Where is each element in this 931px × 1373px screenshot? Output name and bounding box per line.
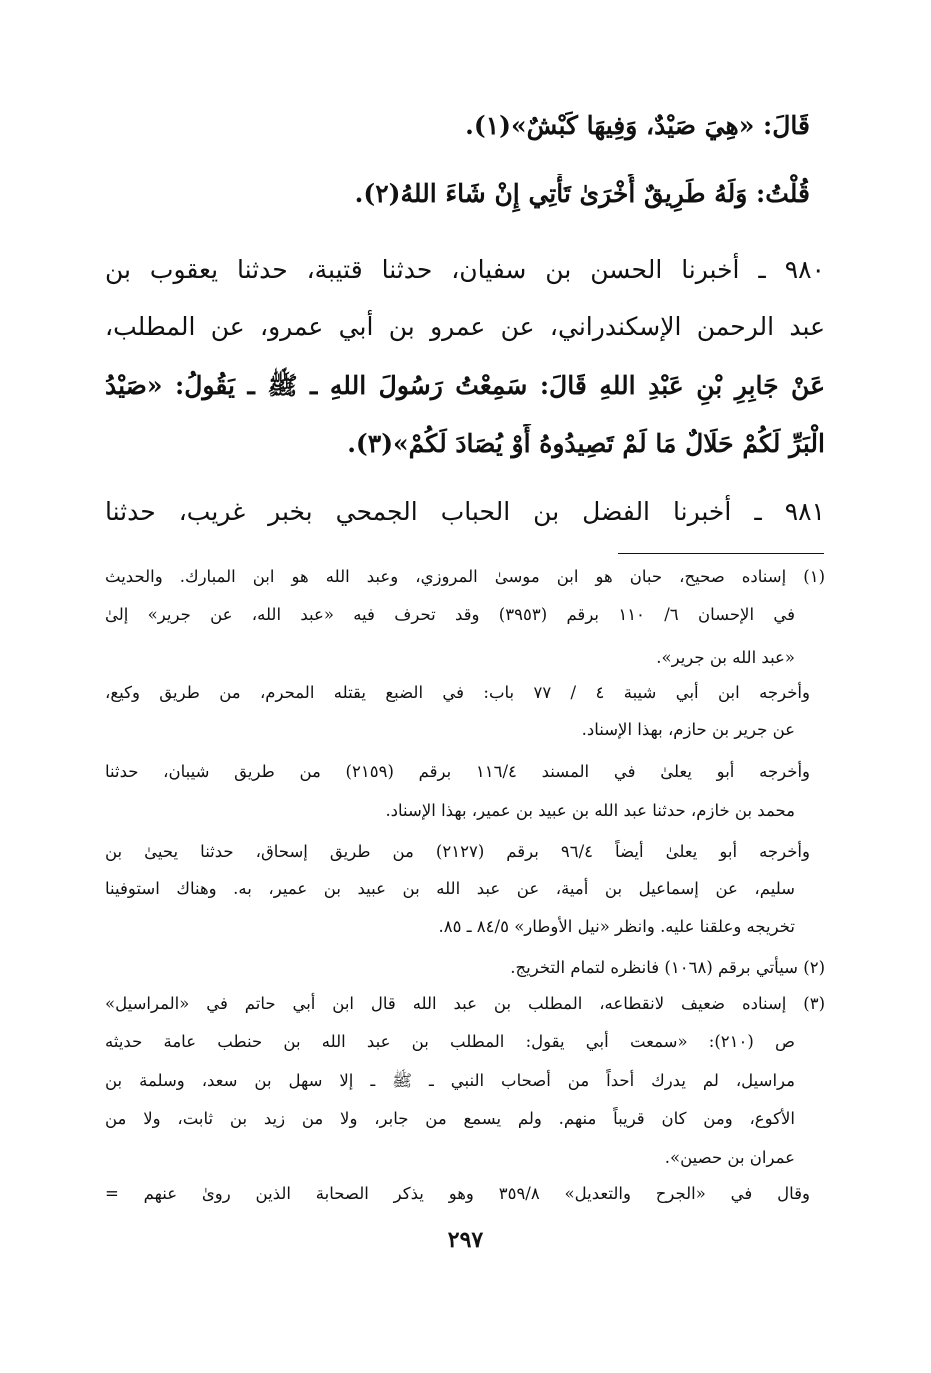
footnote-line-13: ص (٢١٠): «سمعت أبي يقول: المطلب بن عبد الله بن حنطب عامة حديثه	[105, 1032, 795, 1051]
footnote-line-14: مراسيل، لم يدرك أحداً من أصحاب النبي ـ ﷺ ـ إلا سهل بن سعد، وسلمة بن	[105, 1071, 795, 1090]
footnote-separator	[618, 553, 824, 554]
main-line-2: قُلْتُ: وَلَهُ طَرِيقٌ أُخْرَىٰ تَأْتِي إِنْ شَاءَ اللهُ(٢).	[354, 179, 810, 208]
footnote-line-3: «عبد الله بن جرير».	[656, 648, 795, 667]
footnote-line-2: في الإحسان ٦/ ١١٠ برقم (٣٩٥٣) وقد تحرف فيه «عبد الله، عن جرير» إلىٰ	[105, 605, 795, 624]
main-line-4: عبد الرحمن الإسكندراني، عن عمرو بن أبي عمرو، عن المطلب،	[105, 312, 825, 341]
footnote-line-10: تخريجه وعلقنا عليه. وانظر «نيل الأوطار» ٨٤/٥ ـ ٨٥.	[438, 917, 795, 936]
footnote-line-16: عمران بن حصين».	[664, 1148, 795, 1167]
main-line-1: قَالَ: «هِيَ صَيْدٌ، وَفِيهَا كَبْشٌ»(١).	[465, 111, 810, 140]
main-line-3: ٩٨٠ ـ أخبرنا الحسن بن سفيان، حدثنا قتيبة، حدثنا يعقوب بن	[105, 255, 825, 284]
footnote-line-4: وأخرجه ابن أبي شيبة ٤ / ٧٧ باب: في الضبع يقتله المحرم، من طريق وكيع،	[105, 683, 810, 702]
footnote-line-8: وأخرجه أبو يعلىٰ أيضاً ٩٦/٤ برقم (٢١٢٧) من طريق إسحاق، حدثنا يحيىٰ بن	[105, 842, 810, 861]
main-line-7: ٩٨١ ـ أخبرنا الفضل بن الحباب الجمحي بخبر غريب، حدثنا	[105, 497, 825, 526]
footnote-line-15: الأكوع، ومن كان قريباً منهم. ولم يسمع من جابر، ولا من زيد بن ثابت، ولا من	[105, 1109, 795, 1128]
footnote-line-12: (٣) إسناده ضعيف لانقطاعه، المطلب بن عبد الله قال ابن أبي حاتم في «المراسيل»	[105, 994, 825, 1013]
footnote-line-6: وأخرجه أبو يعلىٰ في المسند ١١٦/٤ برقم (٢١٥٩) من طريق شيبان، حدثنا	[105, 762, 810, 781]
main-line-6: الْبَرِّ لَكُمْ حَلَالٌ مَا لَمْ تَصِيدُوهُ أَوْ يُصَادَ لَكُمْ»(٣).	[347, 429, 825, 458]
main-line-5: عَنْ جَابِرِ بْنِ عَبْدِ اللهِ قَالَ: سَمِعْتُ رَسُولَ اللهِ ـ ﷺ ـ يَقُولُ: «صَيْدُ	[105, 371, 825, 400]
footnote-line-11: (٢) سيأتي برقم (١٠٦٨) فانظره لتمام التخريج.	[510, 958, 825, 977]
footnote-line-1: (١) إسناده صحيح، حبان هو ابن موسىٰ المروزي، وعبد الله هو ابن المبارك. والحديث	[105, 567, 825, 586]
footnote-line-5: عن جرير بن حازم، بهذا الإسناد.	[581, 720, 795, 739]
footnote-line-17: وقال في «الجرح والتعديل» ٣٥٩/٨ وهو يذكر الصحابة الذين روىٰ عنهم =	[105, 1184, 810, 1203]
footnote-line-7: محمد بن خازم، حدثنا عبد الله بن عبيد بن عمير، بهذا الإسناد.	[385, 801, 795, 820]
page-number: ٢٩٧	[447, 1227, 484, 1253]
footnote-line-9: سليم، عن إسماعيل بن أمية، عن عبد الله بن عبيد بن عمير، به. وهناك استوفينا	[105, 879, 795, 898]
